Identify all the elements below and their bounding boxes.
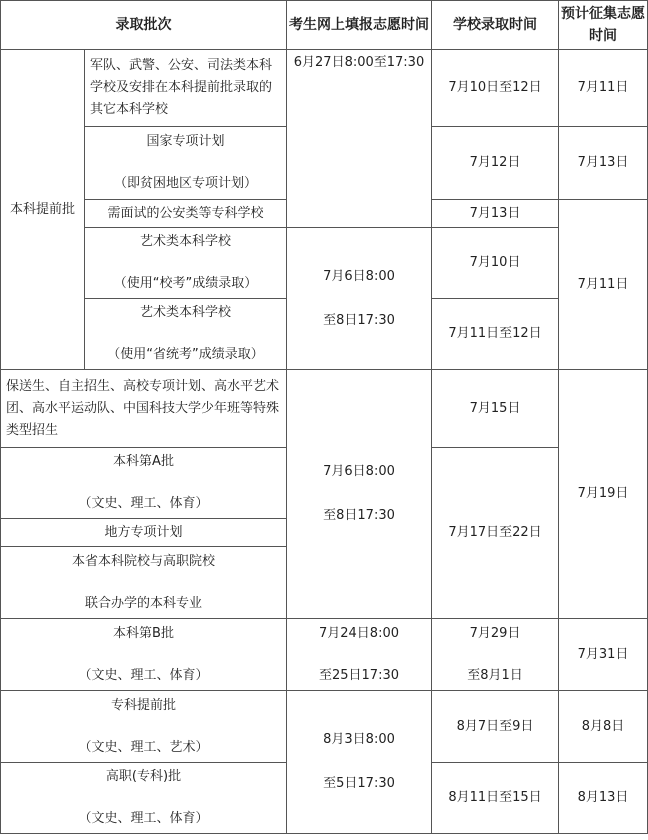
apply-b-end: 至25日17:30 bbox=[318, 667, 399, 683]
batch-joint-note: 联合办学的本科专业 bbox=[84, 595, 202, 611]
batch-national-special bbox=[85, 127, 287, 200]
admit-art1: 7月10日 bbox=[432, 228, 559, 299]
collect-b: 7月31日 bbox=[559, 619, 648, 691]
header-apply-time: 考生网上填报志愿时间 bbox=[287, 1, 432, 50]
batch-art-province-exam bbox=[85, 299, 287, 370]
apply-time-art bbox=[287, 228, 432, 370]
admit-art2: 7月11日至12日 bbox=[432, 299, 559, 370]
admit-b-end: 至8月1日 bbox=[467, 667, 523, 683]
batch-zk-early-label: 专科提前批 bbox=[110, 697, 176, 713]
header-batch: 录取批次 bbox=[1, 1, 287, 50]
table-row bbox=[1, 228, 648, 299]
batch-joint-label: 本省本科院校与高职院校 bbox=[71, 553, 215, 569]
collect-art: 7月11日 bbox=[559, 200, 648, 370]
batch-a-note: （文史、理工、体育） bbox=[78, 496, 209, 511]
apply-time-early: 6月27日8:00至17:30 bbox=[287, 50, 432, 228]
table-row bbox=[1, 619, 648, 691]
apply-zk-start: 8月3日8:00 bbox=[323, 732, 395, 747]
batch-b bbox=[1, 619, 287, 691]
header-collect-time: 预计征集志愿时间 bbox=[559, 1, 648, 50]
batch-joint-program bbox=[1, 547, 287, 619]
batch-military: 军队、武警、公安、司法类本科学校及安排在本科提前批录取的其它本科学校 bbox=[85, 50, 287, 127]
batch-art-school-exam bbox=[85, 228, 287, 299]
apply-b-start: 7月24日8:00 bbox=[318, 625, 399, 641]
apply-time-a bbox=[287, 370, 432, 619]
apply-zk-end: 至5日17:30 bbox=[323, 776, 395, 791]
batch-a-label: 本科第A批 bbox=[113, 454, 174, 469]
admit-national: 7月12日 bbox=[432, 127, 559, 200]
batch-art1-label: 艺术类本科学校 bbox=[139, 234, 231, 249]
batch-special-types: 保送生、自主招生、高校专项计划、高水平艺术团、高水平运动队、中国科技大学少年班等特殊类型招生 bbox=[1, 370, 287, 448]
header-admit-time: 学校录取时间 bbox=[432, 1, 559, 50]
collect-military: 7月11日 bbox=[559, 50, 648, 127]
batch-art2-note: （使用“省统考”成绩录取） bbox=[107, 347, 264, 362]
admit-gz: 8月11日至15日 bbox=[432, 763, 559, 834]
batch-zk-early-note: （文史、理工、艺术） bbox=[78, 739, 209, 755]
admit-b bbox=[432, 619, 559, 691]
batch-gz-label: 高职(专科)批 bbox=[105, 769, 182, 784]
batch-art2-label: 艺术类本科学校 bbox=[139, 305, 231, 320]
apply-a-end: 至8日17:30 bbox=[323, 508, 395, 523]
table-row bbox=[1, 691, 648, 763]
collect-gz: 8月13日 bbox=[559, 763, 648, 834]
apply-art-end: 至8日17:30 bbox=[323, 312, 395, 328]
table-row bbox=[1, 370, 648, 448]
batch-undergrad-early: 本科提前批 bbox=[1, 50, 85, 370]
table-row bbox=[1, 50, 648, 127]
batch-zk-early bbox=[1, 691, 287, 763]
apply-time-zk bbox=[287, 691, 432, 834]
admit-a: 7月17日至22日 bbox=[432, 448, 559, 619]
batch-a bbox=[1, 448, 287, 519]
admit-police: 7月13日 bbox=[432, 200, 559, 228]
admit-zk: 8月7日至9日 bbox=[432, 691, 559, 763]
admit-military: 7月10日至12日 bbox=[432, 50, 559, 127]
header-row bbox=[1, 1, 648, 50]
batch-gz-note: （文史、理工、体育） bbox=[78, 811, 209, 826]
apply-a-start: 7月6日8:00 bbox=[323, 464, 395, 479]
batch-national-special-note: （即贫困地区专项计划） bbox=[113, 176, 257, 191]
collect-zk: 8月8日 bbox=[559, 691, 648, 763]
batch-police-college: 需面试的公安类等专科学校 bbox=[85, 200, 287, 228]
batch-national-special-label: 国家专项计划 bbox=[146, 134, 225, 149]
collect-national: 7月13日 bbox=[559, 127, 648, 200]
apply-time-b bbox=[287, 619, 432, 691]
batch-art1-note: （使用“校考”成绩录取） bbox=[113, 276, 258, 291]
apply-art-start: 7月6日8:00 bbox=[323, 268, 395, 284]
batch-b-note: （文史、理工、体育） bbox=[78, 667, 209, 683]
admit-b-start: 7月29日 bbox=[469, 625, 521, 641]
admit-special: 7月15日 bbox=[432, 370, 559, 448]
batch-gz bbox=[1, 763, 287, 834]
collect-a: 7月19日 bbox=[559, 370, 648, 619]
batch-local-special: 地方专项计划 bbox=[1, 519, 287, 547]
batch-b-label: 本科第B批 bbox=[113, 625, 174, 641]
